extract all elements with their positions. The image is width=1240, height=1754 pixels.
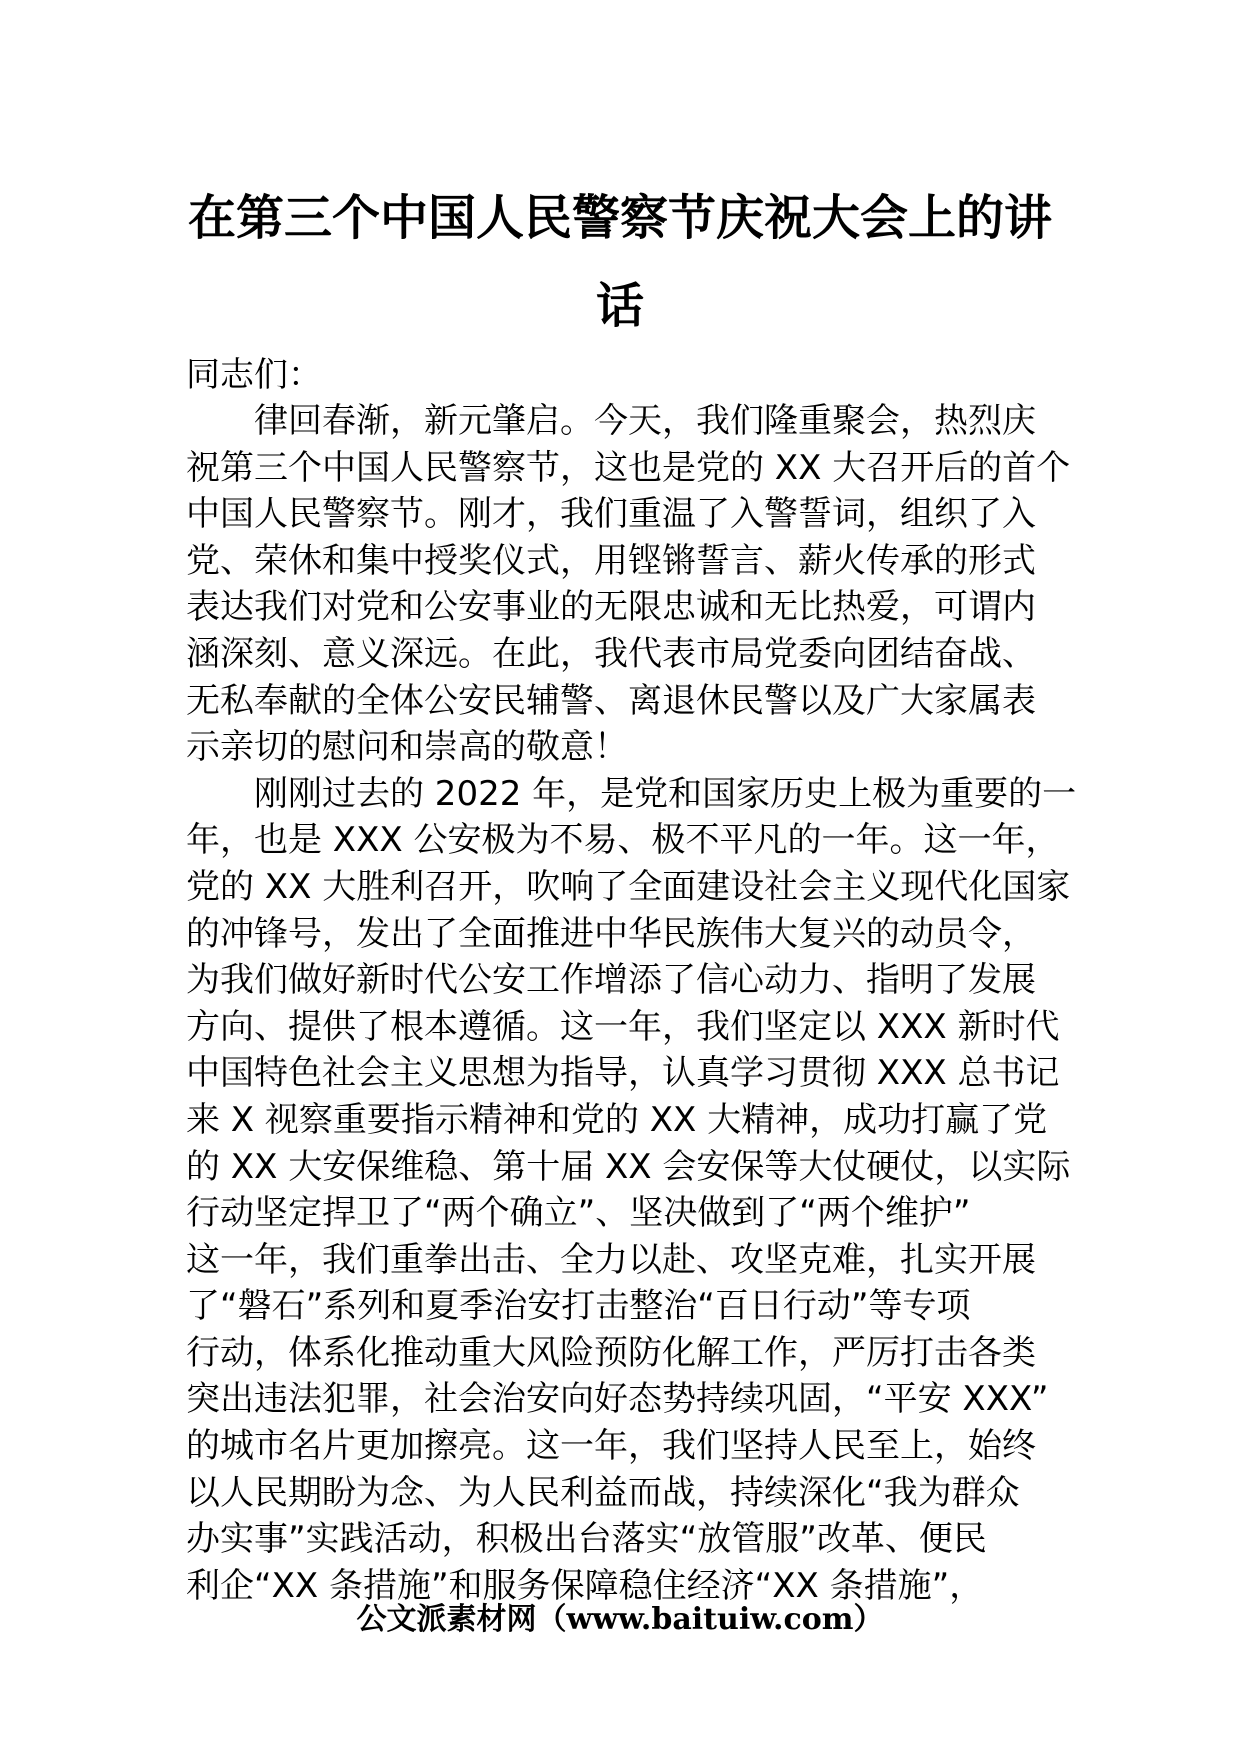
document-body: [186, 398, 1077, 1609]
body-line: 来 X 视察重要指示精神和党的 XX 大精神，成功打赢了党: [186, 1099, 1048, 1140]
body-line: 党、荣休和集中授奖仪式，用铿锵誓言、薪火传承的形式: [186, 540, 1036, 581]
body-line: 涵深刻、意义深远。在此，我代表市局党委向团结奋战、: [186, 633, 1036, 674]
body-line: 方向、提供了根本遵循。这一年，我们坚定以 XXX 新时代: [186, 1006, 1060, 1047]
footer-source: 公文派素材网（www.baituiw.com）: [356, 1602, 884, 1637]
body-line: 突出违法犯罪，社会治安向好态势持续巩固，“平安 XXX”: [186, 1379, 1049, 1420]
body-line: 党的 XX 大胜利召开，吹响了全面建设社会主义现代化国家: [186, 866, 1071, 907]
body-line: 这一年，我们重拳出击、全力以赴、攻坚克难，扎实开展: [186, 1239, 1036, 1280]
body-line: 示亲切的慰问和崇高的敬意！: [186, 727, 628, 768]
body-line: 的城市名片更加擦亮。这一年，我们坚持人民至上，始终: [186, 1426, 1036, 1467]
body-line: 年，也是 XXX 公安极为不易、极不平凡的一年。这一年，: [186, 820, 1060, 861]
body-line: 中国人民警察节。刚才，我们重温了入警誓词，组织了入: [186, 494, 1036, 535]
body-line: 刚刚过去的 2022 年，是党和国家历史上极为重要的一: [186, 773, 1077, 814]
body-line: 律回春渐，新元肇启。今天，我们隆重聚会，热烈庆: [186, 401, 1036, 441]
body-line: 以人民期盼为念、为人民利益而战，持续深化“我为群众: [186, 1472, 1020, 1513]
body-line: 了“磐石”系列和夏季治安打击整治“百日行动”等专项: [186, 1286, 971, 1327]
body-line: 无私奉献的全体公安民辅警、离退休民警以及广大家属表: [186, 680, 1036, 721]
body-line: 行动坚定捍卫了“两个确立”、坚决做到了“两个维护”: [186, 1193, 971, 1234]
greeting: 同志们：: [186, 355, 322, 395]
body-line: 中国特色社会主义思想为指导，认真学习贯彻 XXX 总书记: [186, 1053, 1060, 1094]
body-line: 的 XX 大安保维稳、第十届 XX 会安保等大仗硬仗，以实际: [186, 1146, 1071, 1187]
body-line: 为我们做好新时代公安工作增添了信心动力、指明了发展: [186, 960, 1036, 1001]
body-line: 的冲锋号，发出了全面推进中华民族伟大复兴的动员令，: [186, 913, 1036, 954]
document-title-line-1: 在第三个中国人民警察节庆祝大会上的讲: [187, 190, 1052, 246]
document-title-line-2: 话: [595, 278, 644, 334]
body-line: 表达我们对党和公安事业的无限忠诚和无比热爱，可谓内: [186, 587, 1036, 628]
body-line: 行动，体系化推动重大风险预防化解工作，严厉打击各类: [186, 1332, 1036, 1373]
body-line: 祝第三个中国人民警察节，这也是党的 XX 大召开后的首个: [186, 447, 1071, 488]
body-line: 利企“XX 条措施”和服务保障稳住经济“XX 条措施”，: [186, 1565, 984, 1606]
body-line: 办实事”实践活动，积极出台落实“放管服”改革、便民: [186, 1519, 987, 1560]
